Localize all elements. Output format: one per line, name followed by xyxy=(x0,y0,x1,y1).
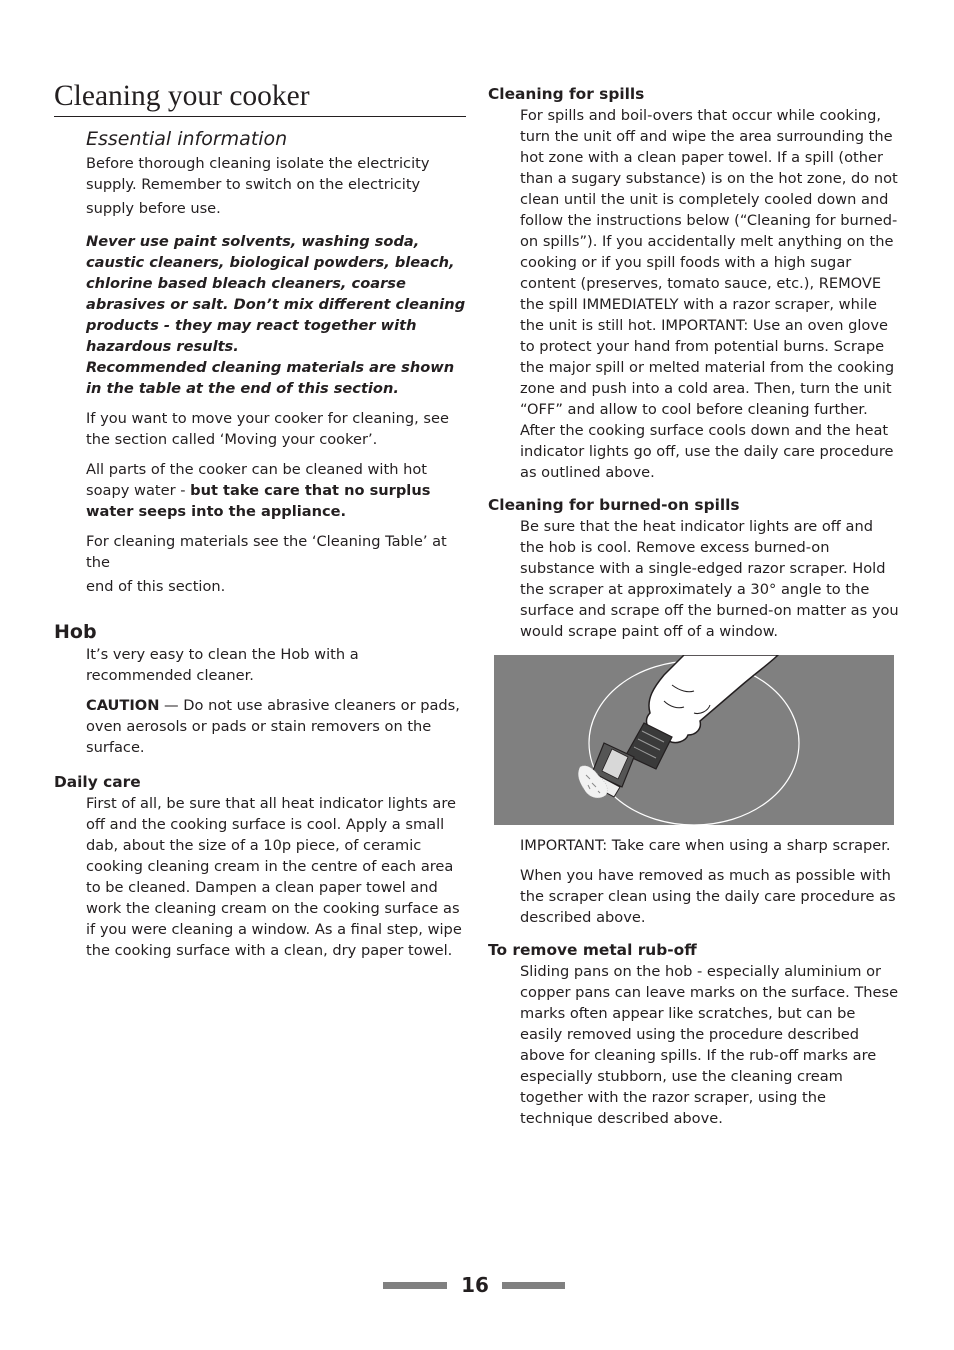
burned-on-spills-body xyxy=(520,516,900,642)
soapy-water-text: All parts of the cooker can be cleaned with hot soapy water - but take care that no surplus water seeps into the appliance. xyxy=(86,461,431,520)
scraper-notes xyxy=(520,835,900,928)
warning-solvents: Never use paint solvents, washing soda, caustic cleaners, biological powders, bleach, chlorine based bleach cleaners, coarse abrasives or salt. Don’t mix different cleaning products - they may react together with hazardous results. xyxy=(86,233,466,355)
hob-intro-text: It’s very easy to clean the Hob with a recommended cleaner. xyxy=(86,646,359,684)
cleaning-spills-text: For spills and boil-overs that occur while cooking, turn the unit off and wipe the area surrounding the hot zone with a clean paper towel. If a spill (other than a sugary substance) is on the hot zone, do not clean until the unit is completely cooled down and follow the instructions below (“Cleaning for burned-on spills”). If you accidentally melt anything on the cooking or if you spill foods with a high sugar content (preserves, tomato sauce, etc.), REMOVE the spill IMMEDIATELY with a razor scraper, while the unit is still hot. IMPORTANT: Use an oven glove to protect your hand from potential burns. Scrape the major spill or melted material from the cooking zone and push into a cold area. Then, turn the unit “OFF” and allow to cool before cleaning further. After the cooking surface cools down and the heat indicator lights go off, use the daily care procedure as outlined above. xyxy=(520,107,898,481)
cleaning-spills-body xyxy=(520,105,900,483)
metal-rub-off-heading: To remove metal rub-off xyxy=(488,941,697,959)
scraper-drawing xyxy=(494,655,894,825)
daily-care-heading: Daily care xyxy=(54,773,141,791)
warning-recommended-materials: Recommended cleaning materials are shown in the table at the end of this section. xyxy=(86,359,455,397)
metal-rub-off-body xyxy=(520,961,900,1129)
right-column xyxy=(488,84,900,1129)
caution-label: CAUTION xyxy=(86,697,160,714)
scraper-illustration xyxy=(494,655,894,825)
essential-information-body xyxy=(86,153,466,600)
page-footer xyxy=(0,1272,954,1300)
footer-bar-right xyxy=(502,1282,565,1289)
moving-cooker-text: If you want to move your cooker for cleaning, see the section called ‘Moving your cooker’. xyxy=(86,410,449,448)
daily-care-text: First of all, be sure that all heat indicator lights are off and the cooking surface is cool. Apply a small dab, about the size of a 10p piece, of ceramic cooking cleaning cream in the centre of each area to be cleaned. Dampen a clean paper towel and work the cleaning cream on the cooking surface as if you were cleaning a window. As a final step, wipe the cooking surface with a clean, dry paper towel. xyxy=(86,795,462,959)
burned-on-spills-heading: Cleaning for burned-on spills xyxy=(488,496,740,514)
burned-on-spills-text: Be sure that the heat indicator lights are off and the hob is cool. Remove excess burned-on substance with a single-edged razor scraper. Hold the scraper at approximately a 30° angle to the surface and scrape off the burned-on matter as you would scrape paint off of a window. xyxy=(520,518,899,640)
isolate-supply-text-end: supply before use. xyxy=(86,200,221,217)
cleaning-table-text-end: end of this section. xyxy=(86,578,226,595)
after-scraping-text: When you have removed as much as possible with the scraper clean using the daily care procedure as described above. xyxy=(520,867,896,926)
surplus-water-warning: but take care that no surplus water seeps into the appliance. xyxy=(86,482,431,520)
metal-rub-off-text: Sliding pans on the hob - especially aluminium or copper pans can leave marks on the surface. These marks often appear like scratches, but can be easily removed using the procedure described above for cleaning spills. If the rub-off marks are especially stubborn, use the cleaning cream together with the razor scraper, using the technique described above. xyxy=(520,963,899,1127)
hob-caution-text: CAUTION — Do not use abrasive cleaners or pads, oven aerosols or pads or stain removers on the surface. xyxy=(86,697,460,756)
left-column xyxy=(54,78,466,961)
cleaning-table-text: For cleaning materials see the ‘Cleaning Table’ at the xyxy=(86,533,447,571)
hob-heading: Hob xyxy=(54,621,97,643)
daily-care-body xyxy=(86,793,466,961)
isolate-supply-text: Before thorough cleaning isolate the electricity supply. Remember to switch on the electricity xyxy=(86,155,430,193)
cleaning-spills-heading: Cleaning for spills xyxy=(488,85,645,103)
footer-bar-left xyxy=(383,1282,447,1289)
page-number: 16 xyxy=(461,1273,489,1297)
hob-body xyxy=(86,644,466,758)
page-title: Cleaning your cooker xyxy=(54,78,466,117)
important-sharp-scraper-text: IMPORTANT: Take care when using a sharp scraper. xyxy=(520,837,891,854)
essential-information-heading: Essential information xyxy=(86,128,288,150)
